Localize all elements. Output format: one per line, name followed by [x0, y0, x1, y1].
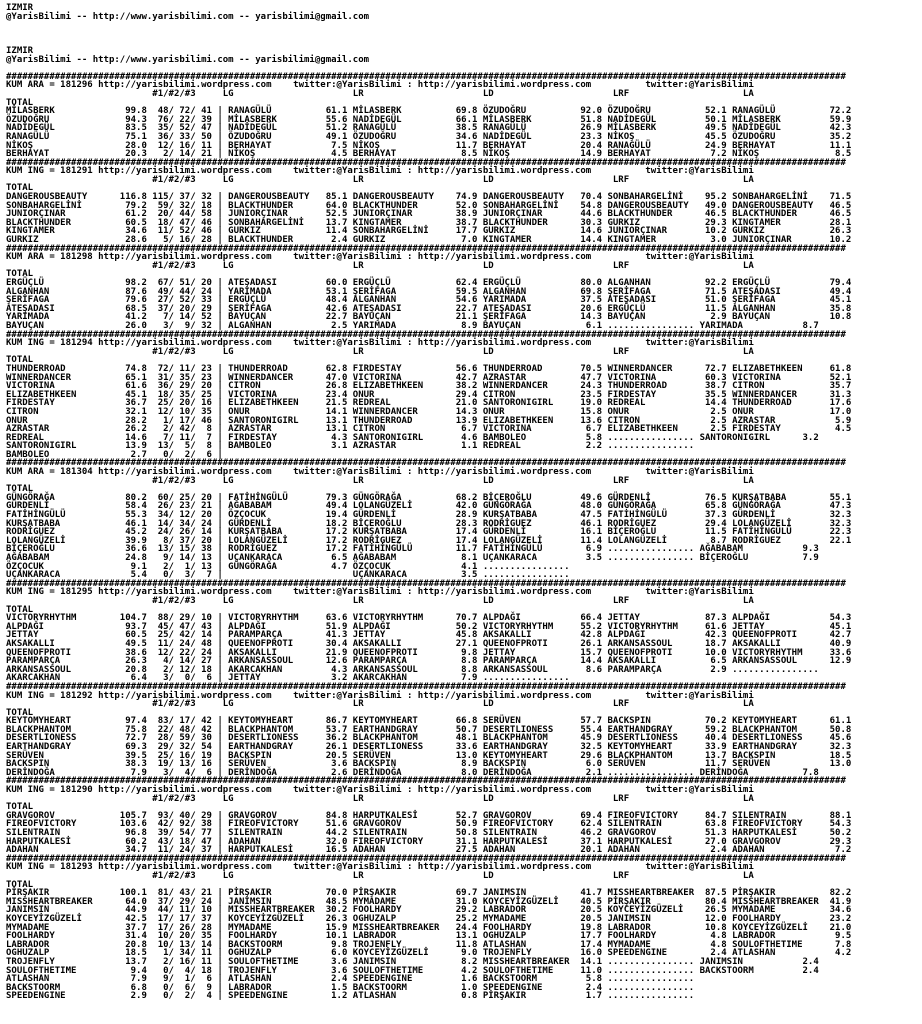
text-line: AKSAKALLI 49.5 11/ 24/ 48 | QUEENOFPROTI 30.4 AKSAKALLI 27.1 QUEENOFPROTI 26.1 ARKANSASSOUL 18.7 AKSAKALLI 40.9: [6, 638, 852, 649]
text-line: KUM ING = 181294 http://yarisbilimi.wordpress.com twitter:@YarisBilimi : http://yarisbilimi.wordpress.com twitter:@YarisBilimi: [6, 338, 754, 349]
text-line: LABRADOR 20.8 10/ 13/ 14 | BACKSTOORM 9.8 TROJENFLY 11.8 ATLASHAN 17.4 MYMADAME 4.8 SOULOFTHETIME 7.8: [6, 939, 852, 950]
text-line: @YarisBilimi -- http://www.yarisbilimi.com -- yarisbilimi@gmail.com: [6, 54, 370, 65]
text-line: REDREAL 14.6 7/ 11/ 7 | FIRDESTAY 4.3 SANTORONIGIRL 4.6 BAMBOLEO 5.8 ................ SANTORONIGIRL 3.2: [6, 432, 819, 443]
text-line: KOYCEYİZGÜZELİ 42.5 17/ 17/ 37 | KOYCEYİZGÜZELİ 26.3 OGHUZALP 25.2 MYMADAME 20.5 JANIMSIN 12.0 FOOLHARDY 23.2: [6, 913, 852, 924]
separator-line: ###########################################################################################################################################################: [6, 157, 846, 168]
text-line: TROJENFLY 13.7 2/ 16/ 11 | SOULOFTHETIME 3.6 JANIMSIN 8.2 MISSHEARTBREAKER 14.1 ................ JANIMSIN 2.4: [6, 956, 819, 967]
text-line: ÖZUDOĞRU 94.3 76/ 22/ 39 | MİLASBERK 55.6 NADİDEGÜL 66.1 MİLASBERK 51.8 NADİDEGÜL 50.1 MİLASBERK 59.9: [6, 114, 852, 125]
text-line: FOOLHARDY 31.4 10/ 20/ 35 | FOOLHARDY 10.1 LABRADOR 13.1 OGHUZALP 17.7 FOOLHARDY 4.8 LABRADOR 9.5: [6, 931, 852, 942]
text-line: SANTORONIGIRL 13.9 13/ 5/ 8 | BAMBOLEO 3.1 AZRASTAR 1.1 REDREAL 2.2 ................: [6, 441, 695, 452]
text-line: @YarisBilimi -- http://www.yarisbilimi.com -- yarisbilimi@gmail.com: [6, 11, 370, 22]
text-line: BACKSPIN 38.3 19/ 13/ 16 | SERÜVEN 3.6 BACKSPIN 8.9 BACKSPIN 6.0 SERÜVEN 11.7 SERÜVEN 13.0: [6, 759, 852, 770]
text-line: #1/#2/#3 LG LR LD LRF LA: [6, 475, 754, 486]
text-line: DERİNDOĞA 7.9 3/ 4/ 6 | DERİNDOĞA 2.6 DERİNDOĞA 8.0 DERİNDOĞA 2.1 ................ DERİNDOĞA 7.8: [6, 767, 819, 778]
text-line: UÇANKARACA 5.4 0/ 3/ 7 | UÇANKARACA 3.5 ................: [6, 570, 570, 581]
text-line: IZMIR: [6, 45, 34, 56]
text-line: SONBAHARGELİNİ 79.2 59/ 32/ 18 | BLACKTHUNDER 64.0 BLACKTHUNDER 52.0 SONBAHARGELİNİ 54.8 DANGEROUSBEAUTY 49.0 DANGEROUSBEAUTY 46.5: [6, 200, 852, 211]
text-line: BAMBOLEO 2.7 0/ 2/ 6 |: [6, 449, 223, 460]
text-line: FATİHİNGÜLÜ 55.3 34/ 12/ 20 | ÖZÇOCUK 19.4 GÜRDENLİ 28.9 KURŞATBABA 47.5 FATİHİNGÜLÜ 37.3 GÜRDENLİ 32.3: [6, 510, 852, 521]
separator-line: ###########################################################################################################################################################: [6, 578, 846, 589]
text-line: CITRON 32.1 12/ 10/ 35 | ONUR 14.1 WINNERDANCER 14.3 ONUR 15.8 ONUR 2.5 ONUR 17.0: [6, 406, 852, 417]
text-line: ONUR 28.2 1/ 17/ 46 | SANTORONIGIRL 13.1 THUNDERROAD 13.9 ELIZABETHKEEN 13.6 CITRON 2.5 AZRASTAR 5.9: [6, 415, 852, 426]
text-line: VICTORINA 61.6 36/ 29/ 20 | CITRON 26.8 ELIZABETHKEEN 38.2 WINNERDANCER 24.3 THUNDERROAD 38.7 CITRON 35.7: [6, 381, 852, 392]
text-line: #1/#2/#3 LG LR LD LRF LA: [6, 346, 754, 357]
text-line: WINNERDANCER 65.1 31/ 35/ 23 | WINNERDANCER 47.0 VICTORINA 42.7 AZRASTAR 47.7 VICTORINA 60.3 VICTORINA 52.1: [6, 372, 852, 383]
text-line: TOTAL: [6, 269, 34, 280]
separator-line: ###########################################################################################################################################################: [6, 329, 846, 340]
text-line: THUNDERROAD 74.8 72/ 11/ 23 | THUNDERROAD 62.8 FIRDESTAY 56.6 THUNDERROAD 70.5 WINNERDANCER 72.7 ELIZABETHKEEN 61.8: [6, 363, 852, 374]
text-line: KINGTAMER 34.6 11/ 52/ 46 | GURKIZ 11.4 SONBAHARGELİNİ 17.7 GURKIZ 14.6 JUNIORÇINAR 10.2 GURKIZ 26.3: [6, 226, 852, 237]
text-line: KUM ARA = 181298 http://yarisbilimi.wordpress.com twitter:@YarisBilimi : http://yarisbilimi.wordpress.com twitter:@YarisBilimi: [6, 252, 754, 263]
text-line: RODRİGUEZ 45.2 24/ 26/ 14 | KURŞATBABA 17.2 KURŞATBABA 17.4 GÜRDENLİ 16.1 BİÇEROĞLU 11.5 FATİHİNGÜLÜ 22.3: [6, 527, 852, 538]
text-line: #1/#2/#3 LG LR LD LRF LA: [6, 793, 754, 804]
text-line: NİKOŞ 28.0 12/ 16/ 11 | BERHAYAT 7.5 NİKOŞ 11.7 BERHAYAT 20.4 RANAGÜLÜ 24.9 BERHAYAT 11.1: [6, 140, 852, 151]
text-line: SPEEDENGINE 2.9 0/ 2/ 4 | SPEEDENGINE 1.2 ATLASHAN 0.8 PİRŞAKIR 1.7 ................: [6, 991, 695, 1002]
text-line: [6, 21, 922, 30]
text-line: NADİDEGÜL 83.5 35/ 52/ 47 | NADİDEGÜL 51.2 RANAGÜLÜ 38.5 RANAGÜLÜ 26.9 MİLASBERK 49.5 NADİDEGÜL 42.3: [6, 123, 852, 134]
text-line: OGHUZALP 18.5 1/ 34/ 11 | OGHUZALP 6.0 KOYCEYİZGÜZELİ 9.0 TROJENFLY 16.0 SPEEDENGINE 2.4 ATLASHAN 4.2: [6, 948, 852, 959]
text-line: KUM ING = 181290 http://yarisbilimi.wordpress.com twitter:@YarisBilimi : http://yarisbilimi.wordpress.com twitter:@YarisBilimi: [6, 785, 754, 796]
text-line: TOTAL: [6, 484, 34, 495]
text-line: LOLANGÜZELİ 39.9 8/ 37/ 20 | LOLANGÜZELİ 17.2 RODRİGUEZ 17.4 LOLANGÜZELİ 11.4 LOLANGÜZELİ 8.7 RODRİGUEZ 22.1: [6, 535, 852, 546]
text-line: PARAMPARÇA 26.3 4/ 14/ 27 | ARKANSASSOUL 12.6 PARAMPARÇA 8.8 PARAMPARÇA 14.4 AKSAKALLI 6.5 ARKANSASSOUL 12.9: [6, 656, 852, 667]
separator-line: ###########################################################################################################################################################: [6, 776, 846, 787]
text-line: BACKSTOORM 6.8 0/ 6/ 9 | LABRADOR 1.5 BACKSTOORM 1.0 SPEEDENGINE 2.4 ................: [6, 982, 695, 993]
text-line: JUNIORÇINAR 61.2 20/ 44/ 58 | JUNIORÇINAR 52.5 JUNIORÇINAR 38.9 JUNIORÇINAR 44.6 BLACKTHUNDER 46.5 BLACKTHUNDER 46.5: [6, 209, 852, 220]
text-line: ALPDAĞI 93.7 45/ 47/ 43 | ALPDAĞI 51.9 ALPDAĞI 50.2 VICTORYRHYTHM 55.2 VICTORYRHYTHM 61.6 JETTAY 45.1: [6, 621, 852, 632]
text-line: TOTAL: [6, 802, 34, 813]
text-line: GURKIZ 28.6 5/ 16/ 28 | BLACKTHUNDER 2.4 GURKIZ 7.0 KINGTAMER 14.4 KINGTAMER 3.0 JUNIORÇINAR 10.2: [6, 235, 852, 246]
text-line: #1/#2/#3 LG LR LD LRF LA: [6, 260, 754, 271]
text-line: #1/#2/#3 LG LR LD LRF LA: [6, 595, 754, 606]
text-line: TOTAL: [6, 604, 34, 615]
text-line: ŞERİFAGA 79.6 27/ 52/ 33 | ERGÜÇLÜ 48.4 ALGANHAN 54.6 YARIMADA 37.5 ATEŞADASI 51.0 ŞERİFAGA 45.1: [6, 295, 852, 306]
text-line: MYMADAME 37.7 17/ 26/ 28 | MYMADAME 15.9 MISSHEARTBREAKER 24.4 FOOLHARDY 19.8 LABRADOR 10.8 KOYCEYİZGÜZELİ 21.0: [6, 922, 852, 933]
text-line: BLACKTHUNDER 60.5 18/ 47/ 46 | SONBAHARGELİNİ 13.7 KINGTAMER 38.7 BLACKTHUNDER 30.3 GURKIZ 29.3 KINGTAMER 28.1: [6, 217, 852, 228]
text-line: DANGEROUSBEAUTY 116.8 115/ 37/ 32 | DANGEROUSBEAUTY 85.1 DANGEROUSBEAUTY 74.9 DANGEROUSBEAUTY 70.4 SONBAHARGELİNİ 95.2 SONBAHARGELİNİ 71.5: [6, 192, 852, 203]
text-line: ATEŞADASI 68.5 37/ 20/ 29 | ŞERİFAGA 42.6 ATEŞADASI 22.7 ATEŞADASI 20.6 ERGÜÇLÜ 11.5 ALGANHAN 35.8: [6, 303, 852, 314]
separator-line: ###########################################################################################################################################################: [6, 681, 846, 692]
text-line: JETTAY 60.5 25/ 42/ 14 | PARAMPARÇA 41.3 JETTAY 45.8 AKSAKALLI 42.8 ALPDAĞI 42.3 QUEENOFPROTI 42.7: [6, 630, 852, 641]
separator-line: ###########################################################################################################################################################: [6, 243, 846, 254]
text-line: KUM ARA = 181296 http://yarisbilimi.wordpress.com twitter:@YarisBilimi : http://yarisbilimi.wordpress.com twitter:@YarisBilimi: [6, 80, 754, 91]
text-line: ELIZABETHKEEN 45.1 18/ 35/ 25 | VICTORINA 23.4 ONUR 29.4 CITRON 23.5 FIRDESTAY 35.5 WINNERDANCER 31.3: [6, 389, 852, 400]
text-line: AĞABABAM 24.8 9/ 14/ 13 | UÇANKARACA 6.5 AĞABABAM 8.1 UÇANKARACA 3.5 ................ BİÇEROĞLU 7.9: [6, 553, 819, 563]
text-line: MISSHEARTBREAKER 64.0 37/ 29/ 24 | JANIMSIN 48.5 MYMADAME 31.0 KOYCEYİZGÜZELİ 40.5 PİRŞAKIR 80.4 MISSHEARTBREAKER 41.9: [6, 896, 852, 907]
text-line: KUM ING = 181293 http://yarisbilimi.wordpress.com twitter:@YarisBilimi : http://yarisbilimi.wordpress.com twitter:@YarisBilimi: [6, 862, 754, 873]
text-line: EARTHANDGRAY 69.3 29/ 32/ 54 | EARTHANDGRAY 26.1 DESERTLIONESS 33.6 EARTHANDGRAY 32.5 KEYTOMYHEART 33.9 EARTHANDGRAY 32.3: [6, 742, 852, 753]
text-line: BERHAYAT 20.3 2/ 14/ 21 | NİKOŞ 4.5 BERHAYAT 8.5 NİKOŞ 14.9 BERHAYAT 7.2 NİKOŞ 8.5: [6, 149, 852, 160]
text-line: QUEENOFPROTI 38.6 12/ 22/ 24 | AKSAKALLI 21.9 QUEENOFPROTI 9.8 JETTAY 15.7 QUEENOFPROTI 10.0 VICTORYRHYTHM 33.6: [6, 647, 852, 658]
text-line: #1/#2/#3 LG LR LD LRF LA: [6, 174, 754, 185]
text-line: SERÜVEN 39.5 25/ 16/ 19 | BACKSPIN 20.5 SERÜVEN 13.0 KEYTOMYHEART 29.6 BLACKPHANTOM 13.7 BACKSPIN 18.5: [6, 750, 852, 761]
text-line: AZRASTAR 26.2 2/ 42/ 8 | AZRASTAR 13.1 CITRON 6.7 VICTORINA 6.7 ELIZABETHKEEN 2.5 FIRDESTAY 4.5: [6, 424, 852, 435]
text-line: AKARCAKHAN 6.4 3/ 0/ 6 | JETTAY 3.2 AKARCAKHAN 7.9 ................: [6, 673, 570, 684]
text-line: ÖZÇOCUK 9.1 2/ 1/ 13 | GÜNGÖRAĞA 4.7 ÖZÇOCUK 4.1 ................: [6, 561, 570, 572]
text-line: #1/#2/#3 LG LR LD LRF LA: [6, 88, 754, 99]
text-line: GÜRDENLİ 58.4 26/ 23/ 21 | AĞABABAM 49.4 LOLANGÜZELİ 42.0 GÜNGÖRAĞA 48.0 GÜNGÖRAĞA 65.8 GÜNGÖRAĞA 47.3: [6, 501, 852, 512]
text-line: HARPUTKALESİ 60.2 43/ 18/ 47 | ADAHAN 32.0 FIREOFVICTORY 31.1 HARPUTKALESİ 37.1 HARPUTKALESİ 27.0 GRAVGOROV 29.3: [6, 836, 852, 847]
text-line: DESERTLIONESS 72.7 28/ 59/ 30 | DESERTLIONESS 36.2 BLACKPHANTOM 48.1 BLACKPHANTOM 45.9 DESERTLIONESS 40.4 DESERTLIONESS 45.6: [6, 733, 852, 744]
text-line: #1/#2/#3 LG LR LD LRF LA: [6, 699, 754, 710]
text-line: PİRŞAKIR 100.1 81/ 43/ 21 | PİRŞAKIR 70.0 PİRŞAKIR 69.7 JANIMSIN 41.7 MISSHEARTBREAKER 87.5 PİRŞAKIR 82.2: [6, 888, 852, 899]
text-line: YARIMADA 41.2 7/ 14/ 52 | BAYUÇAN 22.7 BAYUÇAN 21.1 ŞERİFAGA 14.3 BAYUÇAN 2.9 BAYUÇAN 10.8: [6, 312, 852, 323]
separator-line: ###########################################################################################################################################################: [6, 853, 846, 864]
text-line: IZMIR: [6, 3, 34, 13]
text-line: KURŞATBABA 46.1 14/ 34/ 24 | GÜRDENLİ 18.2 BİÇEROĞLU 28.3 RODRİGUEZ 46.1 RODRİGUEZ 29.4 LOLANGÜZELİ 32.3: [6, 518, 852, 529]
text-line: FIREOFVICTORY 103.6 42/ 92/ 38 | FIREOFVICTORY 51.6 GRAVGOROV 50.9 FIREOFVICTORY 62.4 SILENTRAIN 63.8 FIREOFVICTORY 54.3: [6, 819, 852, 830]
text-line: TOTAL: [6, 879, 34, 890]
text-line: [6, 30, 922, 39]
text-line: TOTAL: [6, 97, 34, 108]
text-line: KUM ING = 181291 http://yarisbilimi.wordpress.com twitter:@YarisBilimi : http://yarisbilimi.wordpress.com twitter:@YarisBilimi: [6, 166, 754, 177]
separator-line: ###########################################################################################################################################################: [6, 71, 846, 82]
text-line: KUM ARA = 181304 http://yarisbilimi.wordpress.com twitter:@YarisBilimi : http://yarisbilimi.wordpress.com twitter:@YarisBilimi: [6, 467, 754, 478]
text-line: GÜNGÖRAĞA 80.2 60/ 25/ 20 | FATİHİNGÜLÜ 79.3 GÜNGÖRAĞA 68.2 BİÇEROĞLU 49.6 GÜRDENLİ 76.5 KURŞATBABA 55.1: [6, 492, 852, 503]
text-line: ADAHAN 34.7 11/ 24/ 37 | HARPUTKALESİ 16.5 ADAHAN 27.5 ADAHAN 20.1 ADAHAN 2.4 ADAHAN 7.2: [6, 845, 852, 856]
text-line: KUM ING = 181292 http://yarisbilimi.wordpress.com twitter:@YarisBilimi : http://yarisbilimi.wordpress.com twitter:@YarisBilimi: [6, 690, 754, 701]
text-line: BLACKPHANTOM 75.8 22/ 48/ 42 | BLACKPHANTOM 53.7 EARTHANDGRAY 50.7 DESERTLIONESS 55.4 EARTHANDGRAY 59.2 BLACKPHANTOM 50.8: [6, 724, 852, 735]
text-line: JANIMSIN 44.9 44/ 11/ 10 | MISSHEARTBREAKER 30.2 FOOLHARDY 29.2 LABRADOR 20.5 KOYCEYİZGÜZELİ 26.5 MYMADAME 34.6: [6, 905, 852, 916]
text-line: KUM ING = 181295 http://yarisbilimi.wordpress.com twitter:@YarisBilimi : http://yarisbilimi.wordpress.com twitter:@YarisBilimi: [6, 587, 754, 598]
text-line: TOTAL: [6, 707, 34, 718]
text-line: BİÇEROĞLU 36.6 13/ 15/ 38 | RODRİGUEZ 17.2 FATİHİNGÜLÜ 11.7 FATİHİNGÜLÜ 6.9 ................ AĞABABAM 9.3: [6, 544, 819, 555]
text-line: #1/#2/#3 LG LR LD LRF LA: [6, 870, 754, 881]
text-line: TOTAL: [6, 183, 34, 194]
text-line: GRAVGOROV 105.7 93/ 40/ 29 | GRAVGOROV 84.8 HARPUTKALESİ 52.7 GRAVGOROV 69.4 FIREOFVICTORY 84.7 SILENTRAIN 88.1: [6, 810, 852, 821]
text-line: VICTORYRHYTHM 104.7 88/ 29/ 10 | VICTORYRHYTHM 63.6 VICTORYRHYTHM 70.7 ALPDAĞI 66.4 JETTAY 87.3 ALPDAĞI 54.3: [6, 613, 852, 624]
text-line: ATLASHAN 7.9 9/ 1/ 6 | ATLASHAN 2.4 SPEEDENGINE 1.6 BACKSTOORM 5.8 ................: [6, 974, 695, 985]
text-line: FIRDESTAY 36.7 25/ 20/ 16 | ELIZABETHKEEN 21.5 REDREAL 21.0 SANTORONIGIRL 19.0 REDREAL 14.4 THUNDERROAD 17.6: [6, 398, 852, 409]
text-line: [6, 38, 922, 47]
text-line: SOULOFTHETIME 9.4 0/ 4/ 18 | TROJENFLY 3.6 SOULOFTHETIME 4.2 SOULOFTHETIME 11.0 ................ BACKSTOORM 2.4: [6, 965, 819, 976]
text-line: RANAGÜLÜ 75.1 36/ 33/ 50 | ÖZUDOĞRU 49.1 ÖZUDOĞRU 34.6 NADİDEGÜL 23.3 NİKOŞ 45.5 ÖZUDOĞRU 35.2: [6, 131, 852, 142]
separator-line: ###########################################################################################################################################################: [6, 458, 846, 469]
text-line: SILENTRAIN 96.8 39/ 54/ 77 | SILENTRAIN 44.2 SILENTRAIN 50.8 SILENTRAIN 46.2 GRAVGOROV 51.3 HARPUTKALESİ 50.2: [6, 828, 852, 838]
text-line: ERGÜÇLÜ 98.2 67/ 51/ 20 | ATEŞADASI 60.0 ERGÜÇLÜ 62.4 ERGÜÇLÜ 80.0 ALGANHAN 92.2 ERGÜÇLÜ 79.4: [6, 278, 852, 288]
text-line: ARKANSASSOUL 20.8 2/ 12/ 18 | AKARCAKHAN 4.3 ARKANSASSOUL 8.8 ARKANSASSOUL 8.6 PARAMPARÇA 2.9 ................: [6, 664, 819, 675]
text-line: TOTAL: [6, 355, 34, 366]
text-line: BAYUÇAN 26.0 3/ 9/ 32 | ALGANHAN 2.5 YARIMADA 8.9 BAYUÇAN 6.1 ................ YARIMADA 8.7: [6, 320, 819, 331]
text-line: KEYTOMYHEART 97.4 83/ 17/ 42 | KEYTOMYHEART 86.7 KEYTOMYHEART 66.8 SERÜVEN 57.7 BACKSPIN 70.2 KEYTOMYHEART 61.1: [6, 716, 852, 727]
text-line: ALGANHAN 87.6 49/ 44/ 24 | YARIMADA 53.1 ŞERİFAGA 59.5 ALGANHAN 69.8 ŞERİFAGA 71.5 ATEŞADASI 49.4: [6, 286, 852, 297]
text-line: MİLASBERK 99.8 48/ 72/ 41 | RANAGÜLÜ 61.1 MİLASBERK 69.8 ÖZUDOĞRU 92.0 ÖZUDOĞRU 52.1 RANAGÜLÜ 72.2: [6, 106, 852, 117]
